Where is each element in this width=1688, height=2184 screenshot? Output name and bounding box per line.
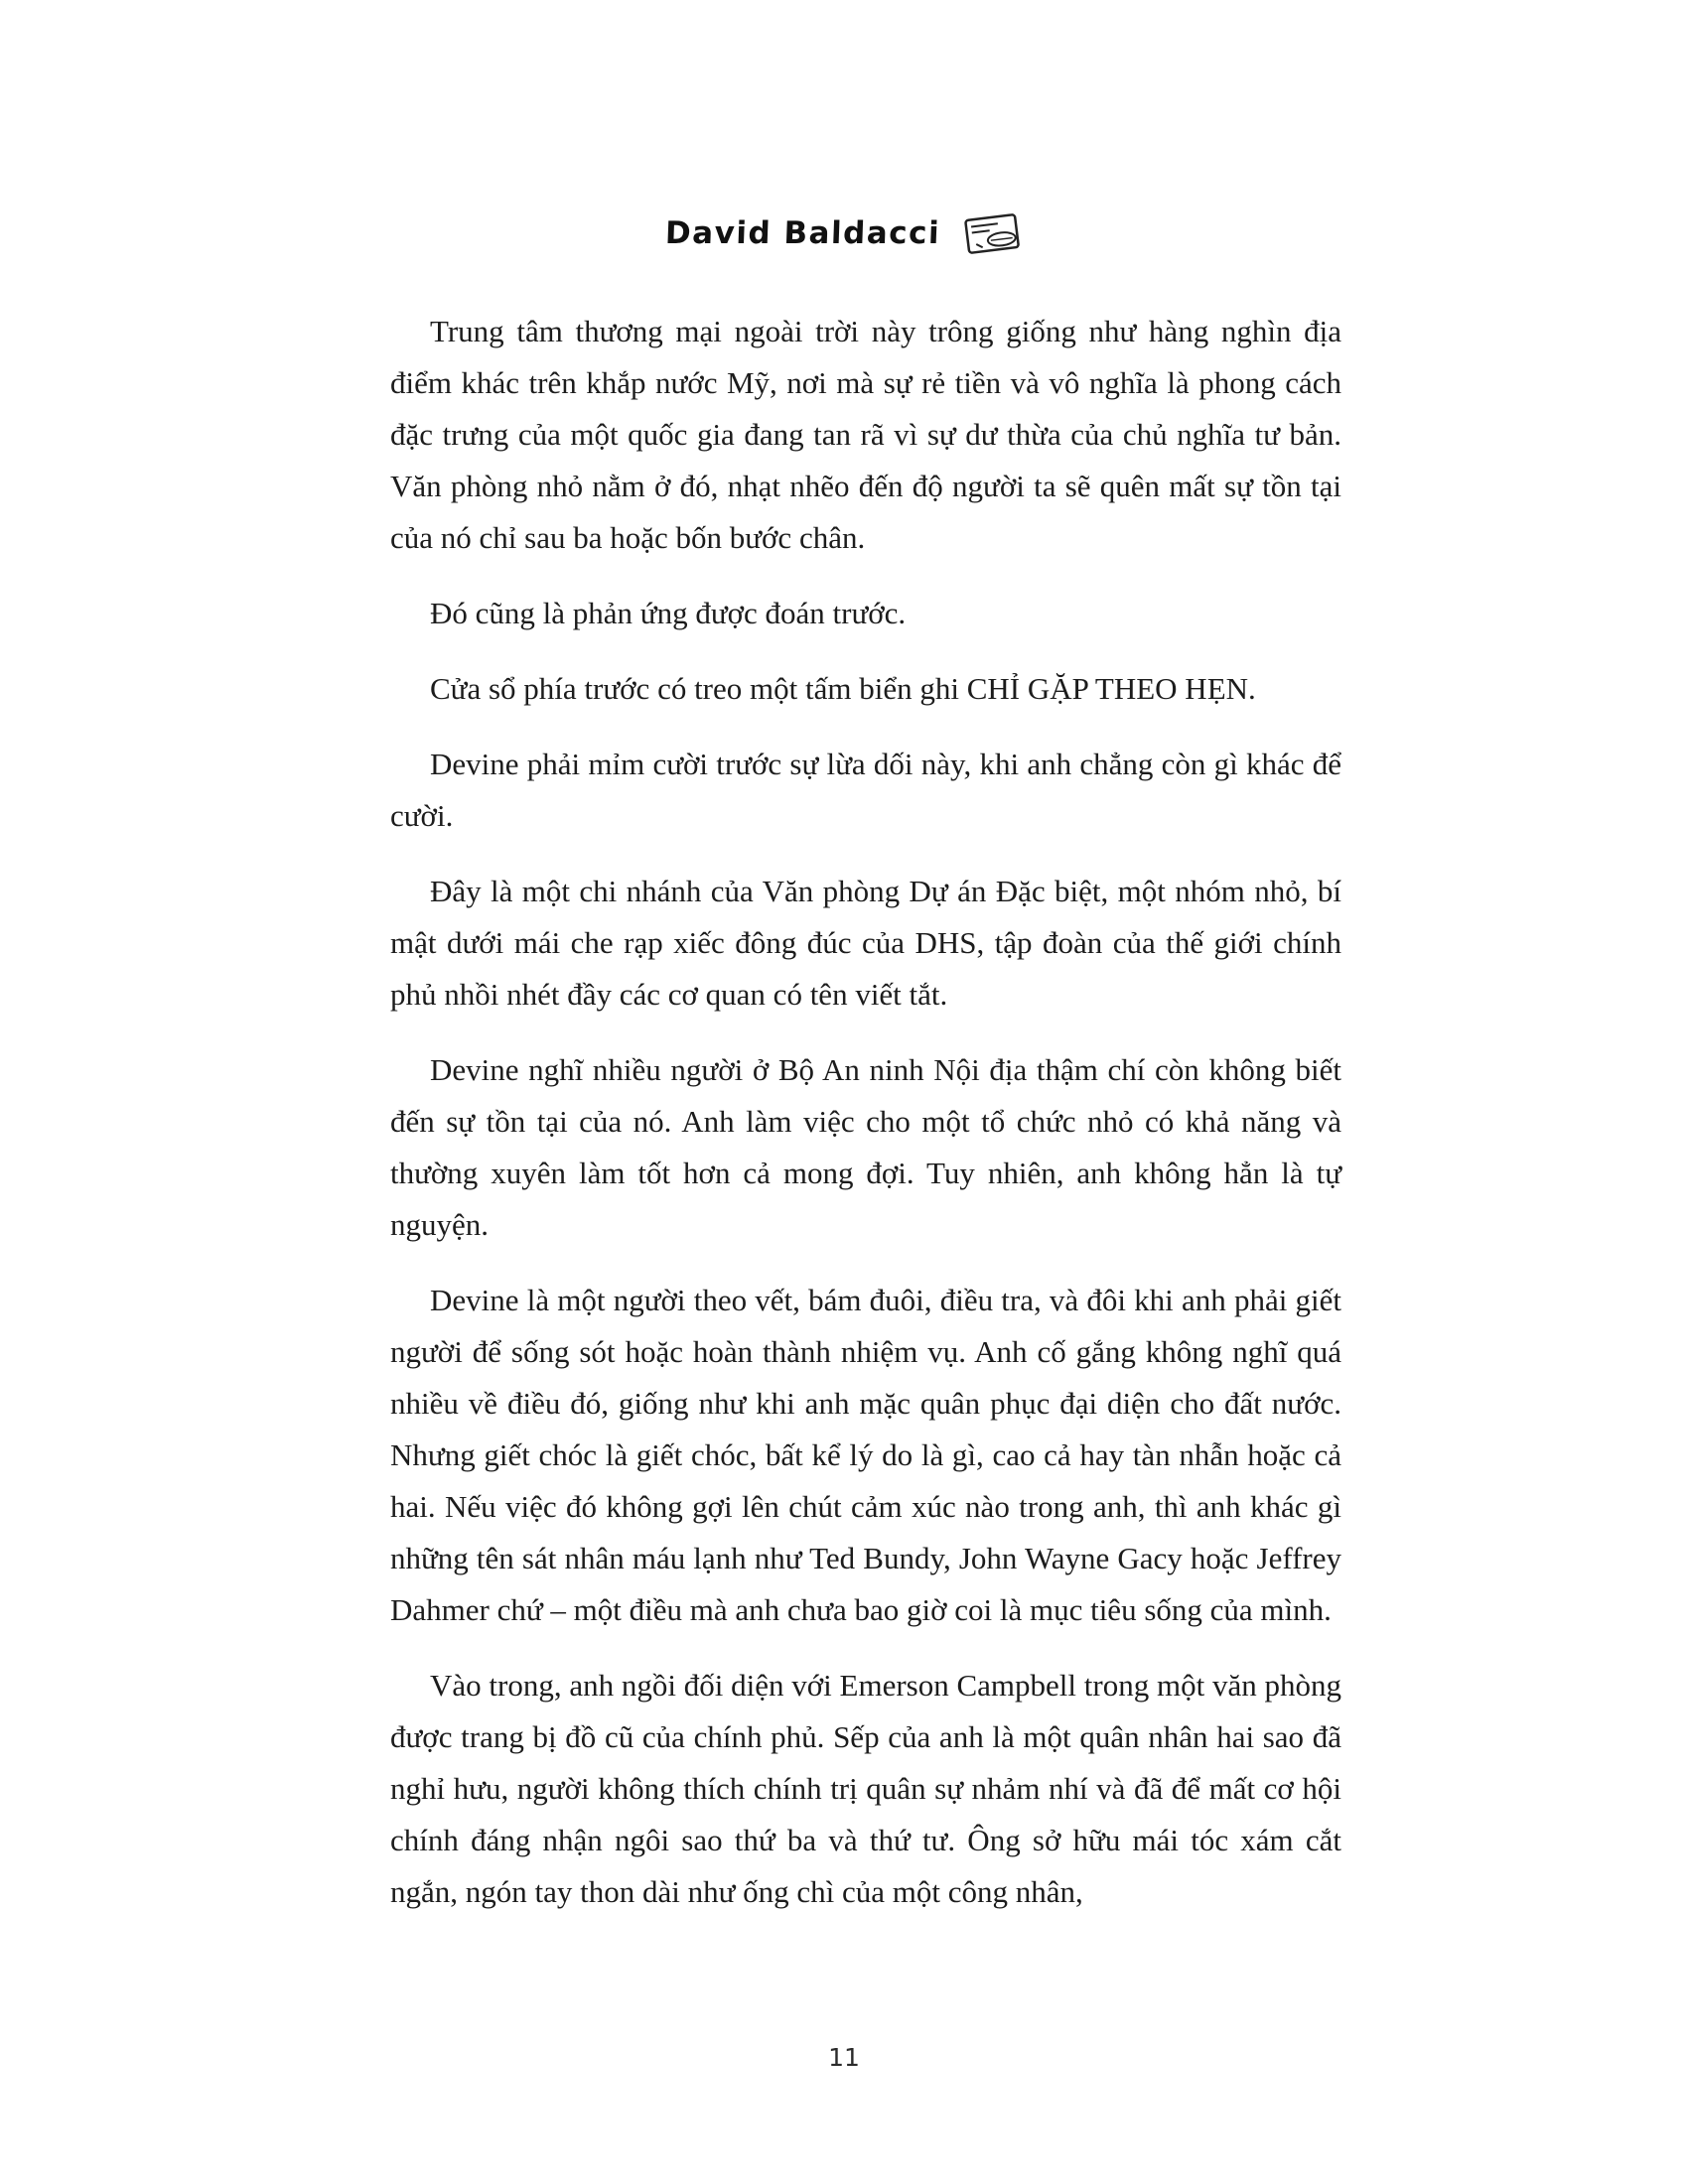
paragraph: Đây là một chi nhánh của Văn phòng Dự án Đặc biệt, một nhóm nhỏ, bí mật dưới mái che rạp xiếc đông đúc của DHS, tập đoàn của thế giới chính phủ nhồi nhét đầy các cơ quan có tên viết tắt. — [390, 874, 1341, 1012]
paragraph: Vào trong, anh ngồi đối diện với Emerson Campbell trong một văn phòng được trang bị đồ cũ của chính phủ. Sếp của anh là một quân nhân hai sao đã nghỉ hưu, người không thích chính trị quân sự nhảm nhí và đã để mất cơ hội chính đáng nhận ngôi sao thứ ba và thứ tư. Ông sở hữu mái tóc xám cắt ngắn, ngón tay thon dài như ống chì của một công nhân, — [390, 1668, 1341, 1909]
confidential-note-icon — [961, 210, 1023, 256]
page-number: 11 — [828, 2043, 860, 2072]
author-logo-text: David Baldacci — [664, 215, 942, 251]
paragraph: Devine phải mỉm cười trước sự lừa dối này, khi anh chẳng còn gì khác để cười. — [390, 747, 1341, 833]
paragraph: Đó cũng là phản ứng được đoán trước. — [430, 596, 907, 630]
paragraph: Devine nghĩ nhiều người ở Bộ An ninh Nội địa thậm chí còn không biết đến sự tồn tại của nó. Anh làm việc cho một tổ chức nhỏ có khả năng và thường xuyên làm tốt hơn cả mong đợi. Tuy nhiên, anh không hẳn là tự nguyện. — [390, 1052, 1341, 1242]
paragraph: Devine là một người theo vết, bám đuôi, điều tra, và đôi khi anh phải giết người để sống sót hoặc hoàn thành nhiệm vụ. Anh cố gắng không nghĩ quá nhiều về điều đó, giống như khi anh mặc quân phục đại diện cho đất nước. Nhưng giết chóc là giết chóc, bất kể lý do là gì, cao cả hay tàn nhẫn hoặc cả hai. Nếu việc đó không gợi lên chút cảm xúc nào trong anh, thì anh khác gì những tên sát nhân máu lạnh như Ted Bundy, John Wayne Gacy hoặc Jeffrey Dahmer chứ – một điều mà anh chưa bao giờ coi là mục tiêu sống của mình. — [390, 1283, 1341, 1627]
page-body — [390, 306, 1341, 1942]
page-header — [0, 210, 1688, 256]
paragraph: Cửa sổ phía trước có treo một tấm biển ghi CHỈ GẶP THEO HẸN. — [430, 671, 1256, 706]
page-footer — [0, 2043, 1688, 2072]
paragraph: Trung tâm thương mại ngoài trời này trông giống như hàng nghìn địa điểm khác trên khắp nước Mỹ, nơi mà sự rẻ tiền và vô nghĩa là phong cách đặc trưng của một quốc gia đang tan rã vì sự dư thừa của chủ nghĩa tư bản. Văn phòng nhỏ nằm ở đó, nhạt nhẽo đến độ người ta sẽ quên mất sự tồn tại của nó chỉ sau ba hoặc bốn bước chân. — [390, 314, 1341, 555]
